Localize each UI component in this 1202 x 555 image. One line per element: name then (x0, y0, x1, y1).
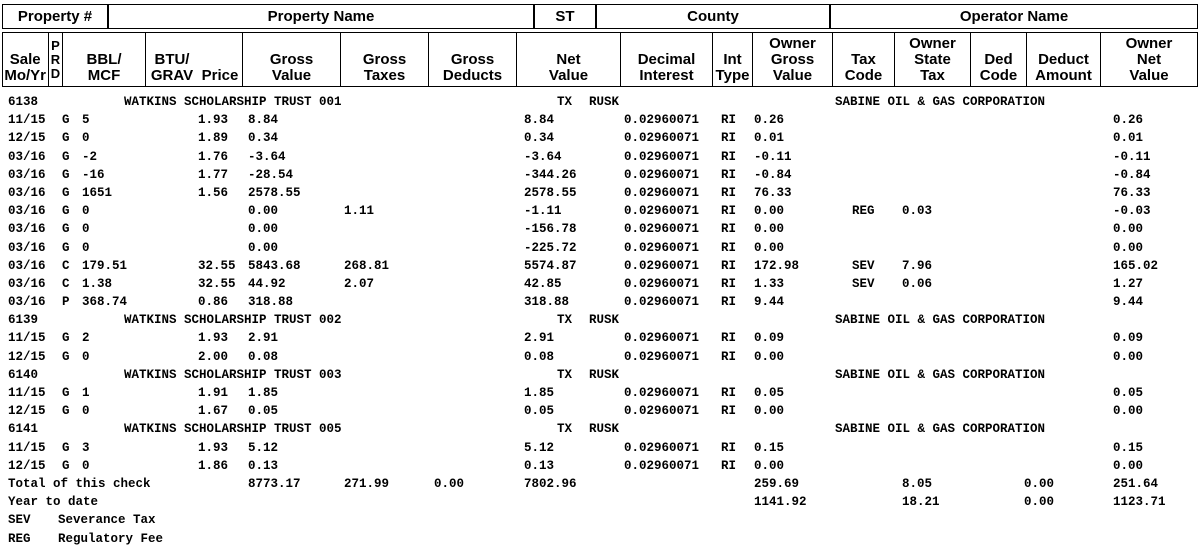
decimal-interest: 0.02960071 (624, 458, 700, 473)
decimal-interest: 0.02960071 (624, 276, 700, 291)
legend-row (2, 530, 1198, 548)
total-net-value: 7802.96 (524, 476, 577, 491)
int-type: RI (721, 222, 737, 237)
net-value: 0.13 (524, 458, 555, 473)
gross-value: 2.91 (248, 331, 279, 346)
net-value: 0.08 (524, 349, 555, 364)
price: 2.00 (198, 349, 229, 364)
property-county: RUSK (589, 422, 620, 437)
int-type: RI (721, 386, 737, 400)
sale-date: 03/16 (8, 149, 46, 164)
volume: -16 (82, 167, 105, 182)
net-value: 318.88 (524, 295, 570, 310)
gross-value: 1.85 (248, 386, 279, 400)
volume: 0 (82, 204, 90, 219)
product-code: C (62, 258, 70, 273)
line-items (2, 111, 1198, 311)
sale-date: 03/16 (8, 258, 46, 273)
legend-row (2, 511, 1198, 529)
volume: 0 (82, 404, 90, 419)
property-name-box (108, 4, 534, 29)
volume: 368.74 (82, 295, 128, 310)
price: 1.93 (198, 331, 229, 346)
total-gross-value: 8773.17 (248, 476, 301, 491)
volume: 1651 (82, 185, 113, 200)
volume: 0 (82, 222, 90, 237)
owner-gross-value: 0.00 (754, 222, 785, 237)
line-item-row (2, 202, 1198, 220)
owner-state-tax: 0.03 (902, 204, 933, 219)
volume: 0 (82, 349, 90, 364)
sale-date: 11/15 (8, 440, 46, 455)
owner-net-value: 165.02 (1113, 258, 1159, 273)
net-value: 5.12 (524, 440, 555, 455)
volume: 3 (82, 440, 90, 455)
product-code: G (62, 167, 70, 182)
owner-gross-value: 0.00 (754, 404, 785, 419)
line-item-row (2, 220, 1198, 238)
net-value: -3.64 (524, 149, 562, 164)
totals-row (2, 475, 1198, 493)
line-item-row (2, 348, 1198, 366)
gross-value: 5843.68 (248, 258, 301, 273)
price: 1.93 (198, 113, 229, 128)
int-type: RI (721, 185, 737, 200)
owner-gross-value: 0.15 (754, 440, 785, 455)
property-operator: SABINE OIL & GAS CORPORATION (835, 313, 1046, 328)
line-item-row (2, 384, 1198, 402)
owner-state-tax: 7.96 (902, 258, 933, 273)
int-type: RI (721, 276, 737, 291)
total-state-tax: 18.21 (902, 495, 940, 510)
total-gross-taxes: 271.99 (344, 476, 390, 491)
owner-gross-value: -0.84 (754, 167, 792, 182)
sale-date: 11/15 (8, 386, 46, 400)
property-state: TX (557, 422, 573, 437)
volume: -2 (82, 149, 98, 164)
statement-header (2, 4, 1198, 87)
property-number: 6141 (8, 422, 39, 437)
gross-value: 0.13 (248, 458, 279, 473)
product-code: G (62, 331, 70, 346)
total-owner-net: 1123.71 (1113, 495, 1166, 510)
int-type: RI (721, 149, 737, 164)
int-type: RI (721, 458, 737, 473)
net-value: 0.34 (524, 131, 555, 146)
property-state: TX (557, 95, 573, 109)
property-operator: SABINE OIL & GAS CORPORATION (835, 422, 1046, 437)
net-value: 0.05 (524, 404, 555, 419)
col-gross-deducts: Gross Deducts (442, 51, 503, 84)
owner-gross-value: 0.00 (754, 240, 785, 255)
volume: 0 (82, 240, 90, 255)
line-item-row (2, 166, 1198, 184)
int-type: RI (721, 204, 737, 219)
totals-label: Year to date (8, 495, 99, 510)
col-btu-grav: BTU/ GRAV (150, 51, 194, 84)
gross-value: 0.00 (248, 222, 279, 237)
legend-code: REG (8, 531, 31, 546)
owner-gross-value: 0.09 (754, 331, 785, 346)
net-value: -156.78 (524, 222, 577, 237)
line-items (2, 384, 1198, 420)
operator-heading: Operator Name (959, 7, 1069, 25)
col-int-type: Int Type (715, 51, 750, 84)
owner-gross-value: 0.00 (754, 204, 785, 219)
col-gross-taxes: Gross Taxes (362, 51, 407, 84)
totals (2, 475, 1198, 511)
owner-gross-value: 76.33 (754, 185, 792, 200)
total-owner-net: 251.64 (1113, 476, 1159, 491)
totals-row (2, 493, 1198, 511)
total-state-tax: 8.05 (902, 476, 933, 491)
sale-date: 03/16 (8, 240, 46, 255)
volume: 1.38 (82, 276, 113, 291)
owner-net-value: 76.33 (1113, 185, 1151, 200)
product-code: G (62, 222, 70, 237)
line-item-row (2, 257, 1198, 275)
property-number: 6139 (8, 313, 39, 328)
int-type: RI (721, 295, 737, 310)
owner-state-tax: 0.06 (902, 276, 933, 291)
col-decimal-interest: Decimal Interest (637, 51, 696, 84)
county-heading: County (687, 7, 739, 25)
operator-box (830, 4, 1198, 29)
property-county: RUSK (589, 313, 620, 328)
tax-code: SEV (852, 276, 875, 291)
owner-net-value: 0.26 (1113, 113, 1144, 128)
volume: 0 (82, 131, 90, 146)
decimal-interest: 0.02960071 (624, 131, 700, 146)
gross-taxes: 2.07 (344, 276, 375, 291)
totals-label: Total of this check (8, 476, 151, 491)
property-number: 6140 (8, 367, 39, 382)
col-ded-code: Ded Code (979, 51, 1018, 84)
gross-value: 0.34 (248, 131, 279, 146)
net-value: 2.91 (524, 331, 555, 346)
gross-value: -28.54 (248, 167, 294, 182)
owner-gross-value: -0.11 (754, 149, 792, 164)
net-value: 8.84 (524, 113, 555, 128)
line-item-row (2, 148, 1198, 166)
net-value: -1.11 (524, 204, 562, 219)
int-type: RI (721, 240, 737, 255)
property-row (2, 311, 1198, 329)
int-type: RI (721, 440, 737, 455)
state-box (534, 4, 596, 29)
state-heading: ST (555, 7, 575, 25)
decimal-interest: 0.02960071 (624, 258, 700, 273)
net-value: 2578.55 (524, 185, 577, 200)
product-code: P (62, 295, 70, 310)
sale-date: 03/16 (8, 222, 46, 237)
gross-value: 0.00 (248, 240, 279, 255)
owner-net-value: -0.84 (1113, 167, 1151, 182)
total-deduct-amount: 0.00 (1024, 495, 1055, 510)
owner-gross-value: 0.00 (754, 349, 785, 364)
price: 1.77 (198, 167, 229, 182)
sale-date: 03/16 (8, 204, 46, 219)
price: 1.67 (198, 404, 229, 419)
sale-date: 12/15 (8, 131, 46, 146)
owner-gross-value: 0.00 (754, 458, 785, 473)
decimal-interest: 0.02960071 (624, 240, 700, 255)
decimal-interest: 0.02960071 (624, 185, 700, 200)
decimal-interest: 0.02960071 (624, 349, 700, 364)
price: 1.76 (198, 149, 229, 164)
property-name: WATKINS SCHOLARSHIP TRUST 005 (124, 422, 342, 437)
product-code: G (62, 349, 70, 364)
net-value: 5574.87 (524, 258, 577, 273)
product-code: G (62, 404, 70, 419)
price: 1.86 (198, 458, 229, 473)
decimal-interest: 0.02960071 (624, 440, 700, 455)
line-item-row (2, 329, 1198, 347)
line-item-row (2, 439, 1198, 457)
sale-date: 11/15 (8, 113, 46, 128)
property-name: WATKINS SCHOLARSHIP TRUST 002 (124, 313, 342, 328)
legend-code: SEV (8, 513, 31, 528)
product-code: G (62, 149, 70, 164)
col-deduct-amount: Deduct Amount (1035, 51, 1092, 84)
product-code: G (62, 440, 70, 455)
total-owner-gross: 259.69 (754, 476, 800, 491)
property-name: WATKINS SCHOLARSHIP TRUST 001 (124, 95, 342, 109)
col-product: P R D (50, 37, 61, 81)
owner-net-value: -0.03 (1113, 204, 1151, 219)
decimal-interest: 0.02960071 (624, 331, 700, 346)
product-code: G (62, 240, 70, 255)
line-items (2, 329, 1198, 365)
gross-value: -3.64 (248, 149, 286, 164)
gross-value: 0.00 (248, 204, 279, 219)
total-gross-deducts: 0.00 (434, 476, 465, 491)
decimal-interest: 0.02960071 (624, 204, 700, 219)
owner-gross-value: 1.33 (754, 276, 785, 291)
owner-net-value: 0.00 (1113, 458, 1144, 473)
line-item-row (2, 184, 1198, 202)
price: 0.86 (198, 295, 229, 310)
col-owner-gross-value: Owner Gross Value (769, 35, 816, 84)
col-sale-date: Sale Mo/Yr (4, 51, 46, 84)
col-tax-code: Tax Code (844, 51, 883, 84)
property-state: TX (557, 313, 573, 328)
owner-net-value: 0.01 (1113, 131, 1144, 146)
volume: 5 (82, 113, 90, 128)
legend-description: Severance Tax (58, 513, 156, 528)
decimal-interest: 0.02960071 (624, 113, 700, 128)
legend-description: Regulatory Fee (58, 531, 164, 546)
price: 32.55 (198, 276, 236, 291)
line-item-row (2, 402, 1198, 420)
owner-net-value: 0.00 (1113, 404, 1144, 419)
gross-value: 0.08 (248, 349, 279, 364)
owner-net-value: 0.09 (1113, 331, 1144, 346)
volume: 1 (82, 386, 90, 400)
property-name-heading: Property Name (267, 7, 375, 25)
owner-net-value: 0.00 (1113, 240, 1144, 255)
owner-net-value: 1.27 (1113, 276, 1144, 291)
owner-net-value: 0.00 (1113, 349, 1144, 364)
property-county: RUSK (589, 367, 620, 382)
gross-taxes: 1.11 (344, 204, 375, 219)
int-type: RI (721, 167, 737, 182)
sale-date: 11/15 (8, 331, 46, 346)
owner-gross-value: 172.98 (754, 258, 800, 273)
line-item-row (2, 239, 1198, 257)
total-owner-gross: 1141.92 (754, 495, 807, 510)
line-items (2, 439, 1198, 475)
tax-code: SEV (852, 258, 875, 273)
product-code: G (62, 458, 70, 473)
sale-date: 03/16 (8, 295, 46, 310)
gross-value: 0.05 (248, 404, 279, 419)
property-number-heading: Property # (17, 7, 93, 25)
int-type: RI (721, 331, 737, 346)
owner-gross-value: 0.01 (754, 131, 785, 146)
line-item-row (2, 111, 1198, 129)
price: 32.55 (198, 258, 236, 273)
volume: 179.51 (82, 258, 128, 273)
net-value: 1.85 (524, 386, 555, 400)
owner-net-value: 9.44 (1113, 295, 1144, 310)
int-type: RI (721, 131, 737, 146)
gross-value: 5.12 (248, 440, 279, 455)
owner-net-value: 0.15 (1113, 440, 1144, 455)
property-operator: SABINE OIL & GAS CORPORATION (835, 367, 1046, 382)
owner-gross-value: 0.05 (754, 386, 785, 400)
product-code: G (62, 185, 70, 200)
col-net-value: Net Value (548, 51, 589, 84)
county-box (596, 4, 830, 29)
gross-value: 44.92 (248, 276, 286, 291)
sale-date: 03/16 (8, 167, 46, 182)
price: 1.91 (198, 386, 229, 400)
revenue-statement (2, 4, 1198, 548)
property-state: TX (557, 367, 573, 382)
int-type: RI (721, 113, 737, 128)
property-number-box (2, 4, 108, 29)
col-price: Price (201, 67, 239, 84)
gross-value: 8.84 (248, 113, 279, 128)
property-county: RUSK (589, 95, 620, 109)
sale-date: 12/15 (8, 349, 46, 364)
product-code: C (62, 276, 70, 291)
net-value: 42.85 (524, 276, 562, 291)
line-item-row (2, 129, 1198, 147)
tax-code: REG (852, 204, 875, 219)
int-type: RI (721, 404, 737, 419)
property-number: 6138 (8, 95, 39, 109)
total-deduct-amount: 0.00 (1024, 476, 1055, 491)
property-row (2, 420, 1198, 438)
owner-net-value: 0.00 (1113, 222, 1144, 237)
sale-date: 03/16 (8, 276, 46, 291)
owner-net-value: 0.05 (1113, 386, 1144, 400)
col-owner-net-value: Owner Net Value (1125, 35, 1173, 84)
decimal-interest: 0.02960071 (624, 222, 700, 237)
price: 1.56 (198, 185, 229, 200)
decimal-interest: 0.02960071 (624, 386, 700, 400)
int-type: RI (721, 258, 737, 273)
owner-gross-value: 0.26 (754, 113, 785, 128)
property-row (2, 93, 1198, 111)
price: 1.89 (198, 131, 229, 146)
line-item-row (2, 275, 1198, 293)
decimal-interest: 0.02960071 (624, 404, 700, 419)
col-bbl-mcf: BBL/ MCF (86, 51, 122, 84)
volume: 0 (82, 458, 90, 473)
line-item-row (2, 457, 1198, 475)
decimal-interest: 0.02960071 (624, 167, 700, 182)
owner-gross-value: 9.44 (754, 295, 785, 310)
property-name: WATKINS SCHOLARSHIP TRUST 003 (124, 367, 342, 382)
decimal-interest: 0.02960071 (624, 149, 700, 164)
sale-date: 03/16 (8, 185, 46, 200)
col-owner-state-tax: Owner State Tax (909, 35, 956, 84)
sale-date: 12/15 (8, 404, 46, 419)
int-type: RI (721, 349, 737, 364)
code-legend (2, 511, 1198, 547)
product-code: G (62, 386, 70, 400)
product-code: G (62, 113, 70, 128)
product-code: G (62, 204, 70, 219)
price: 1.93 (198, 440, 229, 455)
net-value: -344.26 (524, 167, 577, 182)
col-gross-value: Gross Value (269, 51, 314, 84)
statement-body (2, 93, 1198, 548)
property-row (2, 366, 1198, 384)
gross-value: 318.88 (248, 295, 294, 310)
line-item-row (2, 293, 1198, 311)
decimal-interest: 0.02960071 (624, 295, 700, 310)
product-code: G (62, 131, 70, 146)
volume: 2 (82, 331, 90, 346)
gross-value: 2578.55 (248, 185, 301, 200)
owner-net-value: -0.11 (1113, 149, 1151, 164)
sale-date: 12/15 (8, 458, 46, 473)
property-operator: SABINE OIL & GAS CORPORATION (835, 95, 1046, 109)
net-value: -225.72 (524, 240, 577, 255)
gross-taxes: 268.81 (344, 258, 390, 273)
